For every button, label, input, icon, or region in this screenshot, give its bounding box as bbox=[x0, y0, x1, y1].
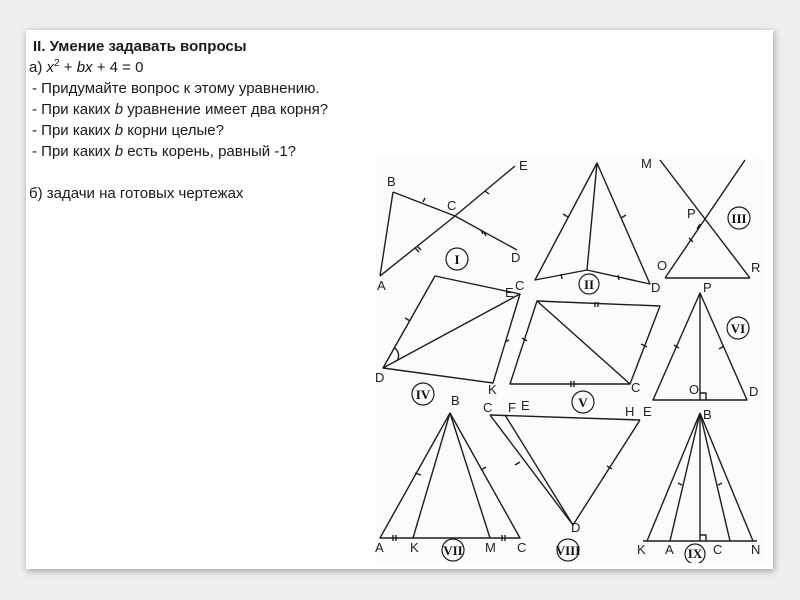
numeral-1: I bbox=[454, 252, 460, 267]
label-c8: C bbox=[631, 380, 641, 395]
question-1-text: - Придумайте вопрос к этому уравнению. bbox=[32, 80, 320, 97]
numeral-6: VI bbox=[730, 321, 746, 336]
question-4-tail: есть корень, равный -1? bbox=[123, 143, 297, 160]
numeral-2: II bbox=[583, 277, 595, 292]
label-b5: B bbox=[451, 393, 460, 408]
question-4-var: b bbox=[114, 143, 124, 160]
equation bbox=[29, 57, 409, 78]
question-1 bbox=[29, 78, 409, 99]
question-2 bbox=[29, 99, 409, 120]
question-4 bbox=[29, 141, 409, 162]
label-e8: E bbox=[505, 285, 514, 300]
label-b7: B bbox=[703, 407, 712, 422]
question-3-tail: корни целые? bbox=[123, 122, 224, 139]
label-k2: K bbox=[488, 382, 497, 397]
label-a1: A bbox=[377, 278, 386, 293]
label-c2: C bbox=[515, 278, 525, 293]
label-p3: P bbox=[687, 206, 696, 221]
label-b1: B bbox=[387, 174, 396, 189]
equation-prefix: а) bbox=[29, 59, 47, 76]
label-c1: C bbox=[447, 198, 457, 213]
label-r3: R bbox=[751, 260, 761, 275]
label-e1: E bbox=[519, 158, 528, 173]
label-m3: M bbox=[641, 158, 652, 171]
label-o4: O bbox=[689, 382, 700, 397]
geometry-drawings bbox=[375, 158, 765, 563]
label-m5: M bbox=[485, 540, 496, 555]
numeral-8: VIII bbox=[555, 543, 581, 558]
numeral-9: IX bbox=[687, 546, 703, 561]
drawings-svg bbox=[375, 158, 765, 563]
numeral-7: VII bbox=[443, 543, 463, 558]
question-2-var: b bbox=[114, 101, 124, 118]
slide-text bbox=[29, 36, 409, 204]
label-k5: K bbox=[410, 540, 419, 555]
label-k7: K bbox=[637, 542, 646, 557]
label-d8: D bbox=[651, 280, 661, 295]
equation-coef: bx bbox=[76, 59, 93, 76]
label-f6: F bbox=[508, 400, 516, 415]
label-a5: A bbox=[375, 540, 384, 555]
label-a7: A bbox=[665, 542, 674, 557]
label-n7: N bbox=[751, 542, 761, 557]
label-p4: P bbox=[703, 280, 712, 295]
label-d2: D bbox=[375, 370, 385, 385]
question-2-tail: уравнение имеет два корня? bbox=[123, 101, 329, 118]
label-e6: E bbox=[643, 404, 652, 419]
numeral-4: IV bbox=[415, 387, 431, 402]
equation-tail: + 4 = 0 bbox=[92, 59, 144, 76]
question-3 bbox=[29, 120, 409, 141]
drawing-background bbox=[375, 158, 765, 563]
label-d4: D bbox=[749, 384, 759, 399]
question-3-text: - При каких bbox=[32, 122, 115, 139]
equation-exponent: 2 bbox=[54, 58, 60, 69]
slide-title: II. Умение задавать вопросы bbox=[33, 38, 247, 55]
label-o3: O bbox=[657, 258, 668, 273]
label-h6: H bbox=[625, 404, 635, 419]
numeral-3: III bbox=[731, 211, 747, 226]
subtask-text: б) задачи на готовых чертежах bbox=[29, 185, 244, 202]
label-d6: D bbox=[571, 520, 581, 535]
label-c6: C bbox=[483, 400, 493, 415]
numeral-5: V bbox=[578, 395, 588, 410]
question-2-text: - При каких bbox=[32, 101, 115, 118]
label-d1: D bbox=[511, 250, 521, 265]
equation-base: x bbox=[46, 59, 55, 76]
label-e7: E bbox=[521, 398, 530, 413]
equation-middle: + bbox=[59, 59, 77, 76]
label-c5: C bbox=[517, 540, 527, 555]
question-3-var: b bbox=[114, 122, 124, 139]
spacer bbox=[29, 162, 409, 183]
question-4-text: - При каких bbox=[32, 143, 115, 160]
label-c7: C bbox=[713, 542, 723, 557]
